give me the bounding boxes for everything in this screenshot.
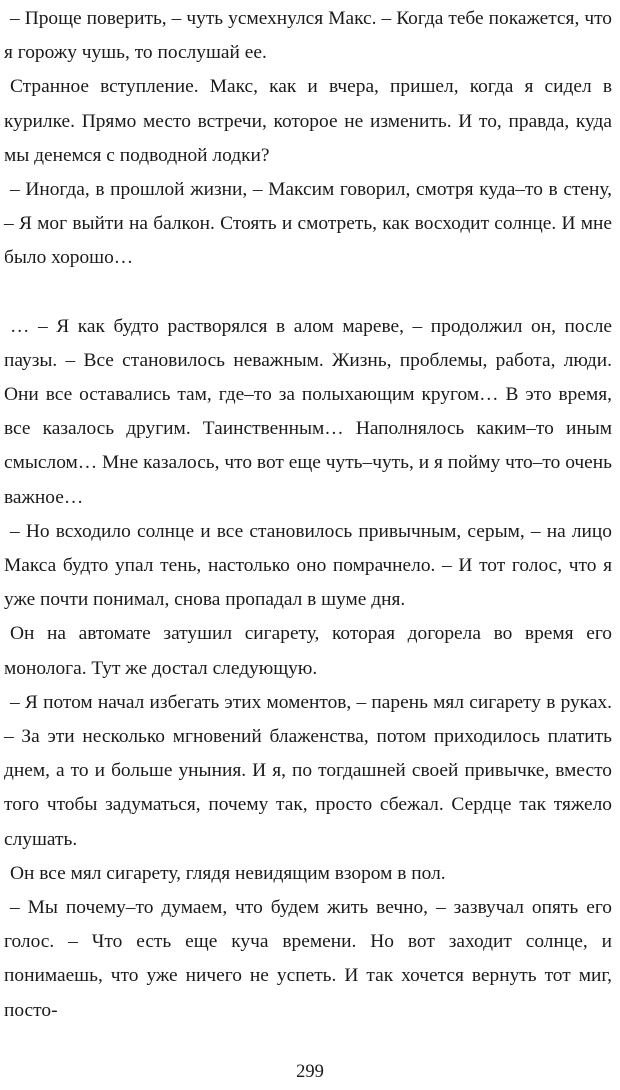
paragraph-9: – Мы почему–то думаем, что будем жить вечно, – зазвучал опять его голос. – Что есть еще куча времени. Но вот заходит солнце, и понимаешь, что уже ничего не успеть. И так хочется вернуть тот миг, посто- [4,897,612,1021]
page-number: 299 [296,1062,324,1082]
paragraph-2: Странное вступление. Макс, как и вчера, пришел, когда я сидел в курилке. Прямо место встречи, которое не изменить. И то, правда, куда мы денемся с подводной лодки? [4,76,612,166]
paragraph-5: – Но всходило солнце и все становилось привычным, серым, – на лицо Макса будто упал тень, настолько оно помрачнело. – И тот голос, что я уже почти понимал, снова пропадал в шуме дня. [4,520,612,611]
paragraph-8: Он все мял сигарету, глядя невидящим взором в пол. [10,862,446,884]
paragraph-3: – Иногда, в прошлой жизни, – Максим говорил, смотря куда–то в стену, – Я мог выйти на балкон. Стоять и смотреть, как восходит солнце. И мне было хорошо… [4,179,612,269]
section-gap [4,276,612,310]
paragraph-6: Он на автомате затушил сигарету, которая догорела во время его монолога. Тут же достал следующую. [4,623,612,679]
paragraph-1: – Проще поверить, – чуть усмехнулся Макс. – Когда тебе покажется, что я горожу чушь, то послушай ее. [4,8,612,64]
paragraph-7: – Я потом начал избегать этих моментов, – парень мял сигарету в руках. – За эти несколько мгновений блаженства, потом приходилось платить днем, а то и больше уныния. И я, по тогдашней своей привычке, вместо того чтобы задуматься, почему так, просто сбежал. Сердце так тяжело слушать. [4,691,612,850]
paragraph-4: … – Я как будто растворялся в алом мареве, – продолжил он, после паузы. – Все становилось неважным. Жизнь, проблемы, работа, люди. Они все оставались там, где–то за полыхающим кругом… В это время, все казалось другим. Таинственным… Наполнялось каким–то иным смыслом… Мне казалось, что вот еще чуть–чуть, и я пойму что–то очень важное… [4,315,612,508]
body-text [4,2,612,1028]
